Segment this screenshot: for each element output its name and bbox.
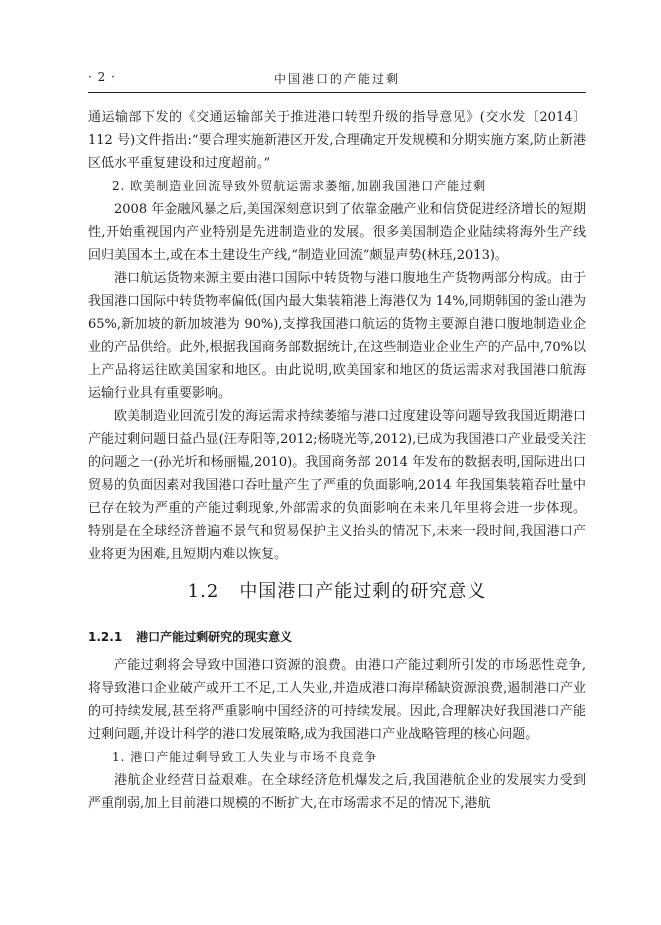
paragraph: 港航企业经营日益艰难。在全球经济危机爆发之后,我国港航企业的发展实力受到严重削弱,加上目前港口规模的不断扩大,在市场需求不足的情况下,港航: [88, 773, 586, 811]
section-title: 中国港口产能过剩的研究意义: [239, 581, 487, 602]
subsection-title: 港口产能过剩研究的现实意义: [136, 630, 293, 644]
subheading-item-2: 2. 欧美制造业回流导致外贸航运需求萎缩,加剧我国港口产能过剩: [112, 179, 487, 193]
subsection-number: 1.2.1: [88, 630, 123, 644]
paragraph-continued: 通运输部下发的《交通运输部关于推进港口转型升级的指导意见》(交水发〔2014〕112 号)文件指出:“要合理实施新港区开发,合理确定开发规模和分期实施方案,防止新港区低水平重复建设和过度超前。”: [88, 110, 587, 171]
section-heading: [88, 578, 586, 606]
page-header: [88, 70, 586, 88]
section-number: 1.2: [187, 581, 220, 602]
page-number: · 2 ·: [88, 70, 116, 84]
body-text: [88, 106, 586, 815]
header-rule: [88, 92, 586, 93]
subheading-item-1: 1. 港口产能过剩导致工人失业与市场不良竞争: [112, 750, 378, 764]
paragraph: 2008 年金融风暴之后,美国深刻意识到了依靠金融产业和信贷促进经济增长的短期性,开始重视国内产业特别是先进制造业的发展。很多美国制造企业陆续将海外生产线回归美国本土,或在本土建设生产线,“制造业回流”颇显声势(林珏,2013)。: [88, 202, 586, 263]
subsection-heading: [88, 626, 586, 648]
running-title: 中国港口的产能过剩: [273, 72, 400, 86]
paragraph: 港口航运货物来源主要由港口国际中转货物与港口腹地生产货物两部分构成。由于我国港口国际中转货物率偏低(国内最大集装箱港上海港仅为 14%,同期韩国的釜山港为 65%,新加坡的新加坡港为 90%),支撑我国港口航运的货物主要源自港口腹地制造业企业的产品供给。此外,根据我国商务部数据统计,在这些制造业企业生产的产品中,70%以上产品将运往欧美国家和地区。由此说明,欧美国家和地区的货运需求对我国港口航海运输行业具有重要影响。: [88, 271, 586, 401]
paragraph: 欧美制造业回流引发的海运需求持续萎缩与港口过度建设等问题导致我国近期港口产能过剩问题日益凸显(汪寿阳等,2012;杨晓光等,2012),已成为我国港口产业最受关注的问题之一(孙光圻和杨丽韫,2010)。我国商务部 2014 年发布的数据表明,国际进出口贸易的负面因素对我国港口吞吐量产生了严重的负面影响,2014 年我国集装箱吞吐量中已存在较为严重的产能过剩现象,外部需求的负面影响在未来几年里将会进一步体现。特别是在全球经济普遍不景气和贸易保护主义抬头的情况下,未来一段时间,我国港口产业将更为困难,且短期内难以恢复。: [88, 409, 586, 562]
paragraph: 产能过剩将会导致中国港口资源的浪费。由港口产能过剩所引发的市场恶性竞争,将导致港口企业破产或开工不足,工人失业,并造成港口海岸稀缺资源浪费,遏制港口产业的可持续发展,甚至将严重影响中国经济的可持续发展。因此,合理解决好我国港口产能过剩问题,并设计科学的港口发展策略,成为我国港口产业战略管理的核心问题。: [88, 658, 586, 742]
